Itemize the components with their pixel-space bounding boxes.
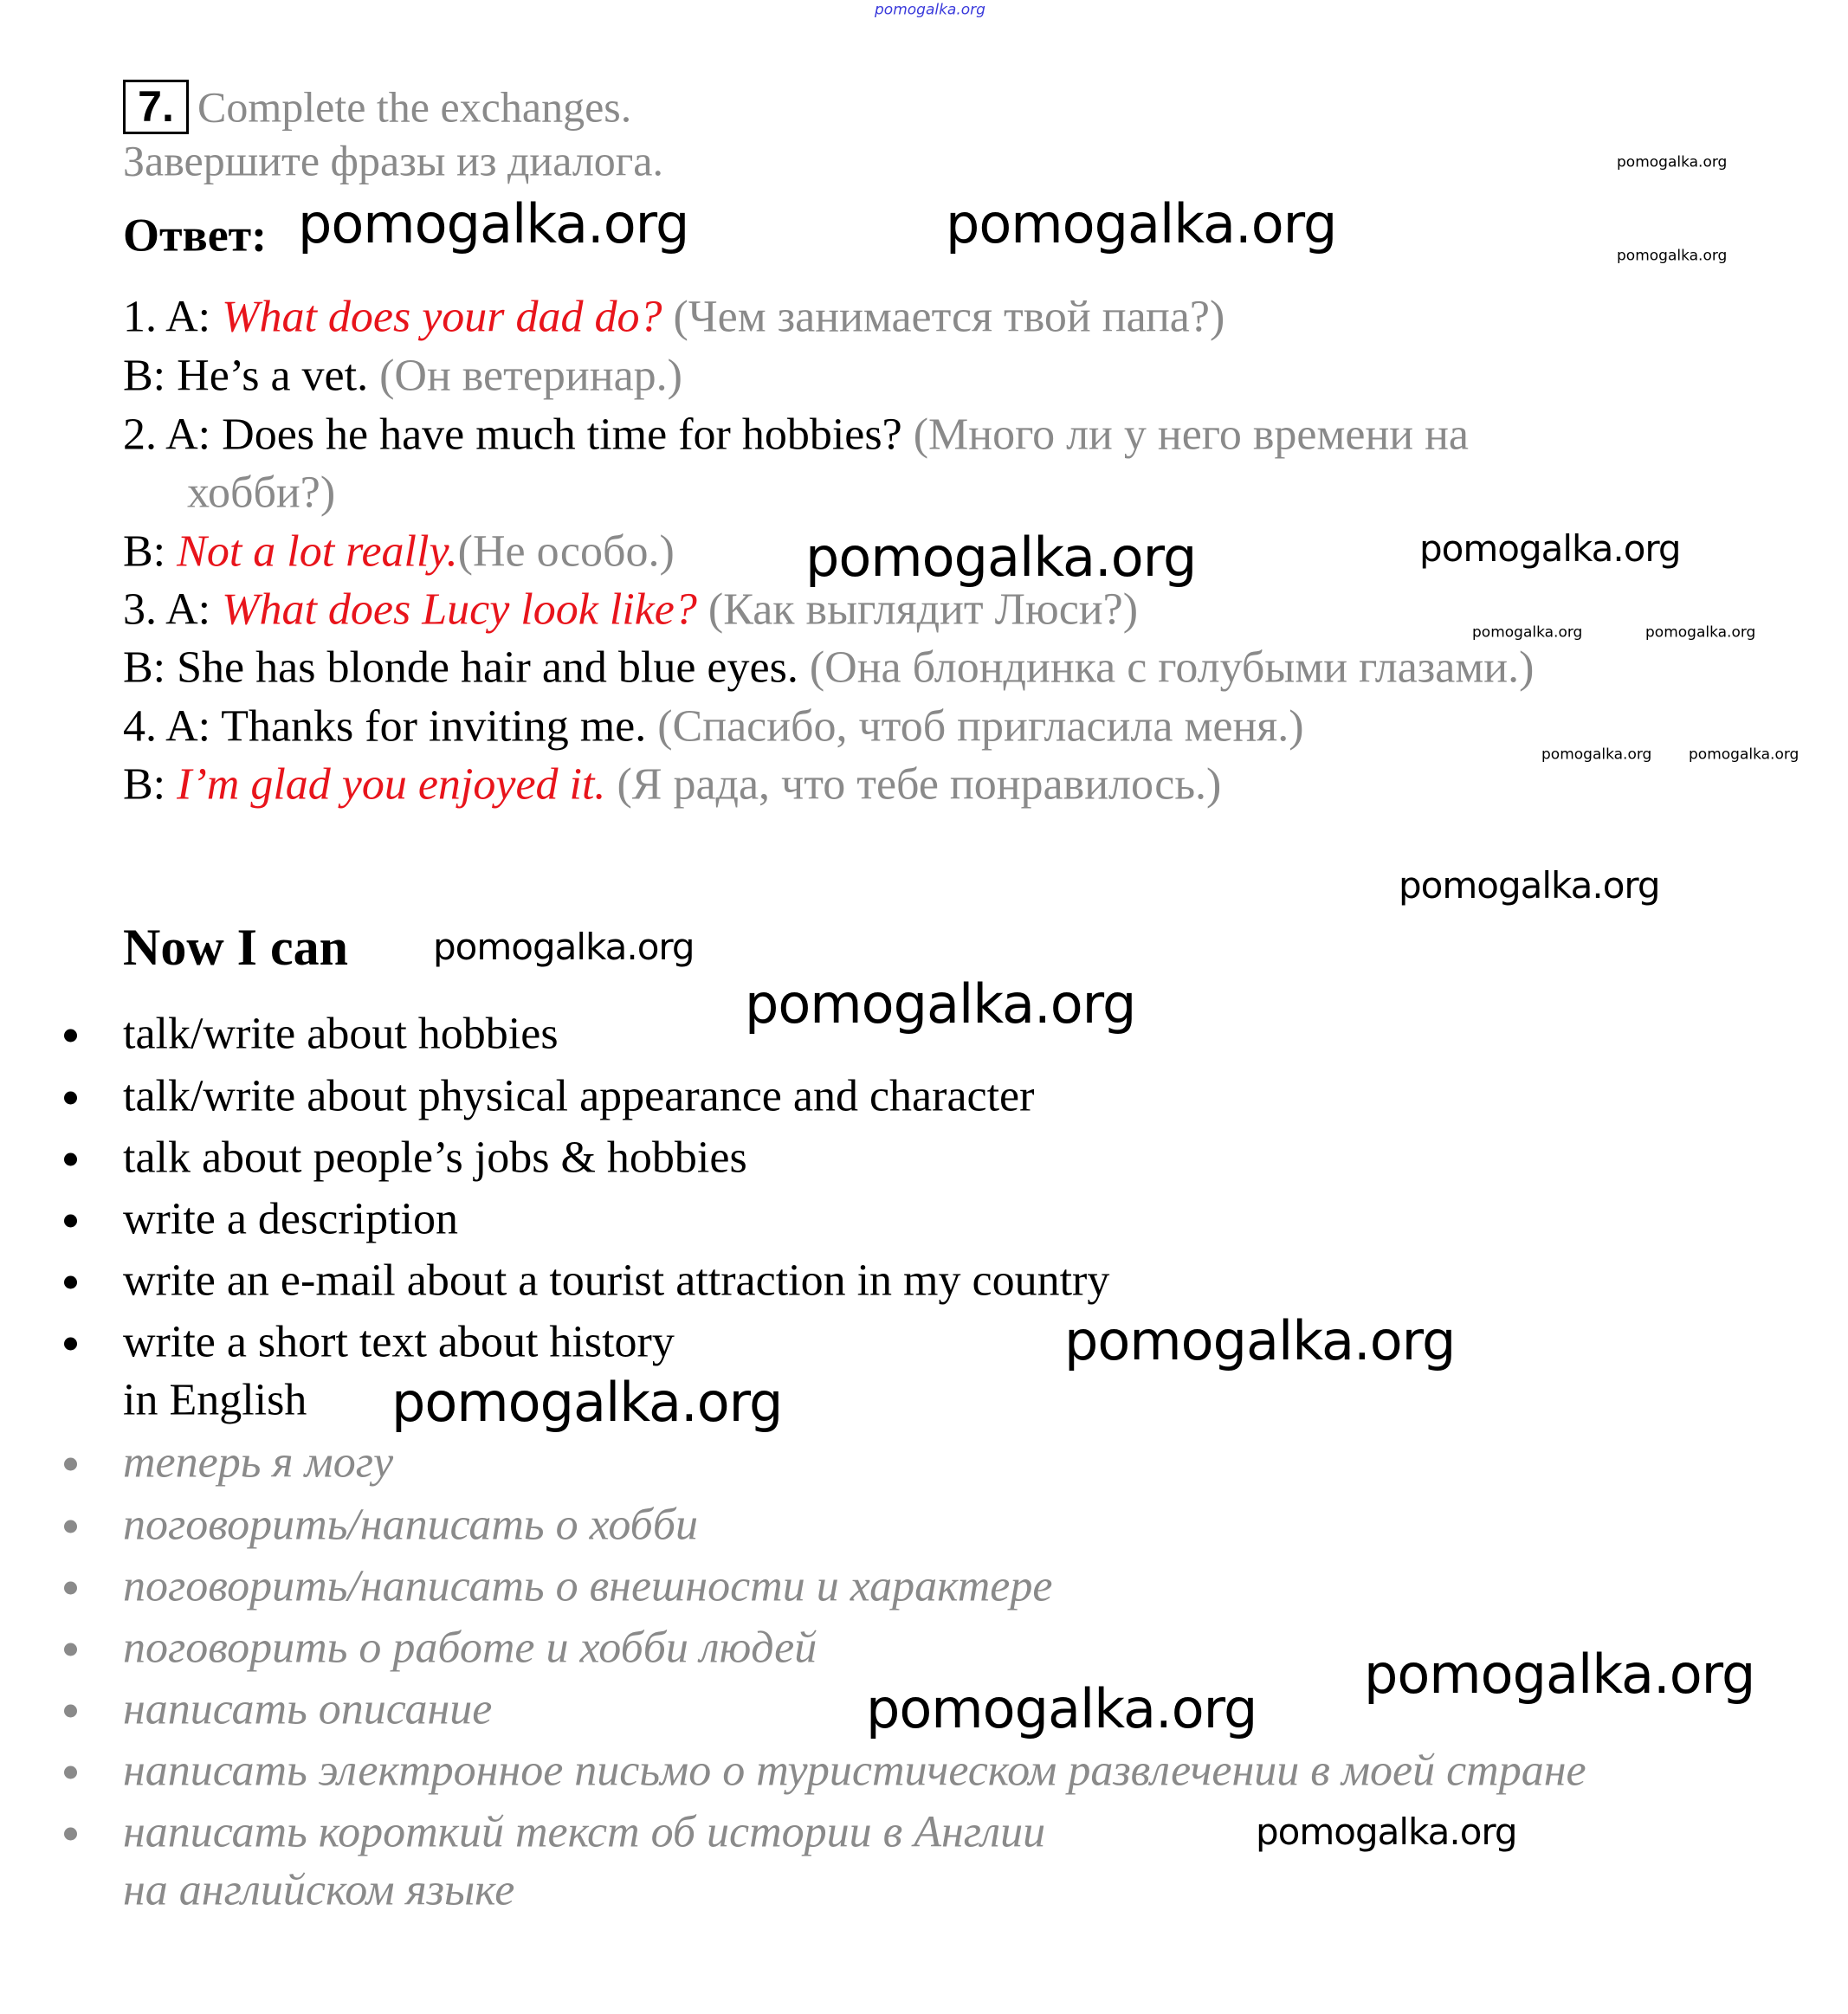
watermark: pomogalka.org [1064,1308,1456,1372]
skill-item-cont: in English [123,1375,307,1425]
watermark: pomogalka.org [1689,746,1800,764]
bullet-icon [64,1338,77,1351]
translation: (Как выглядит Люси?) [696,584,1139,635]
skill-item-ru: написать короткий текст об истории в Англии [123,1807,1046,1857]
skill-item: write an e-mail about a tourist attraction in my country [123,1256,1110,1306]
watermark: pomogalka.org [1399,863,1660,907]
watermark: pomogalka.org [866,1676,1257,1740]
watermark: pomogalka.org [745,971,1136,1036]
bullet-icon [64,1520,77,1533]
exchange-2b [123,526,675,576]
skill-item-ru: поговорить/написать о хобби [123,1500,698,1550]
skill-item: talk/write about hobbies [123,1009,559,1059]
skill-item: write a description [123,1194,458,1244]
skill-item: write a short text about history [123,1317,675,1367]
watermark: pomogalka.org [1617,247,1728,265]
bullet-icon [64,1458,77,1471]
exchange-text: He’s a vet. [177,351,369,401]
watermark: pomogalka.org [391,1370,783,1434]
exchange-4a [123,701,1304,751]
answer-text: What does your dad do? [222,292,662,342]
skill-item-ru: теперь я могу [123,1437,394,1488]
instruction-ru: Завершите фразы из диалога. [123,136,663,185]
exchange-prefix: 1. A: [123,292,223,342]
exchange-2a [123,410,1469,459]
bullet-icon [64,1215,77,1228]
bullet-icon [64,1828,77,1841]
translation: (Он ветеринар.) [368,351,682,401]
watermark: pomogalka.org [298,191,689,255]
exchange-text: Does he have much time for hobbies? [222,410,902,460]
bullet-icon [64,1582,77,1595]
exchange-1b [123,351,682,400]
watermark: pomogalka.org [1472,623,1583,642]
bullet-icon [64,1153,77,1166]
skill-item: talk/write about physical appearance and character [123,1071,1035,1121]
exchange-2a-translation-cont: хобби?) [187,468,336,518]
skill-item-ru: написать электронное письмо о туристическом развлечении в моей стране [123,1746,1586,1796]
translation: (Спасибо, чтоб пригласила меня.) [646,701,1304,752]
skill-item-ru-cont: на английском языке [123,1865,515,1915]
watermark: pomogalka.org [946,191,1337,255]
exchange-text: Thanks for inviting me. [221,701,647,752]
watermark: pomogalka.org [1419,526,1681,570]
watermark: pomogalka.org [1617,153,1728,171]
now-i-can-heading: Now I can [123,919,349,976]
exchange-prefix: B: [123,642,178,693]
answer-text: What does Lucy look like? [222,584,697,635]
bullet-icon [64,1705,77,1718]
bullet-icon [64,1092,77,1105]
translation: (Она блондинка с голубыми глазами.) [798,642,1535,693]
bullet-icon [64,1276,77,1289]
translation: (Не особо.) [457,526,675,577]
exchange-prefix: B: [123,351,178,401]
bullet-icon [64,1643,77,1656]
answer-text: Not a lot really. [177,526,458,577]
exchange-text: She has blonde hair and blue eyes. [177,642,798,693]
watermark: pomogalka.org [1256,1810,1517,1853]
exchange-3b [123,642,1534,692]
translation: (Много ли у него времени на [901,410,1470,460]
exchange-prefix: 2. A: [123,410,223,460]
translation: (Я рада, что тебе понравилось.) [605,759,1222,810]
exercise-number: 7. [123,80,189,134]
skill-item-ru: написать описание [123,1684,493,1734]
skill-item-ru: поговорить о работе и хобби людей [123,1623,817,1673]
answer-label: Ответ: [123,209,268,261]
watermark: pomogalka.org [805,525,1197,589]
exchange-prefix: 3. A: [123,584,223,635]
exchange-3a [123,584,1138,634]
exchange-prefix: B: [123,759,178,810]
exchange-4b [123,759,1221,809]
skill-item: talk about people’s jobs & hobbies [123,1133,747,1183]
top-watermark: pomogalka.org [875,1,985,19]
watermark: pomogalka.org [1645,623,1756,642]
bullet-icon [64,1766,77,1779]
exchange-prefix: 4. A: [123,701,222,752]
watermark: pomogalka.org [433,925,695,968]
instruction-en: Complete the exchanges. [197,82,632,132]
watermark: pomogalka.org [1364,1642,1755,1706]
translation: (Чем занимается твой папа?) [662,292,1225,342]
skill-item-ru: поговорить/написать о внешности и характере [123,1561,1053,1611]
exchange-prefix: B: [123,526,178,577]
bullet-icon [64,1030,77,1043]
watermark: pomogalka.org [1541,746,1652,764]
exchange-1a [123,292,1224,341]
answer-text: I’m glad you enjoyed it. [177,759,606,810]
